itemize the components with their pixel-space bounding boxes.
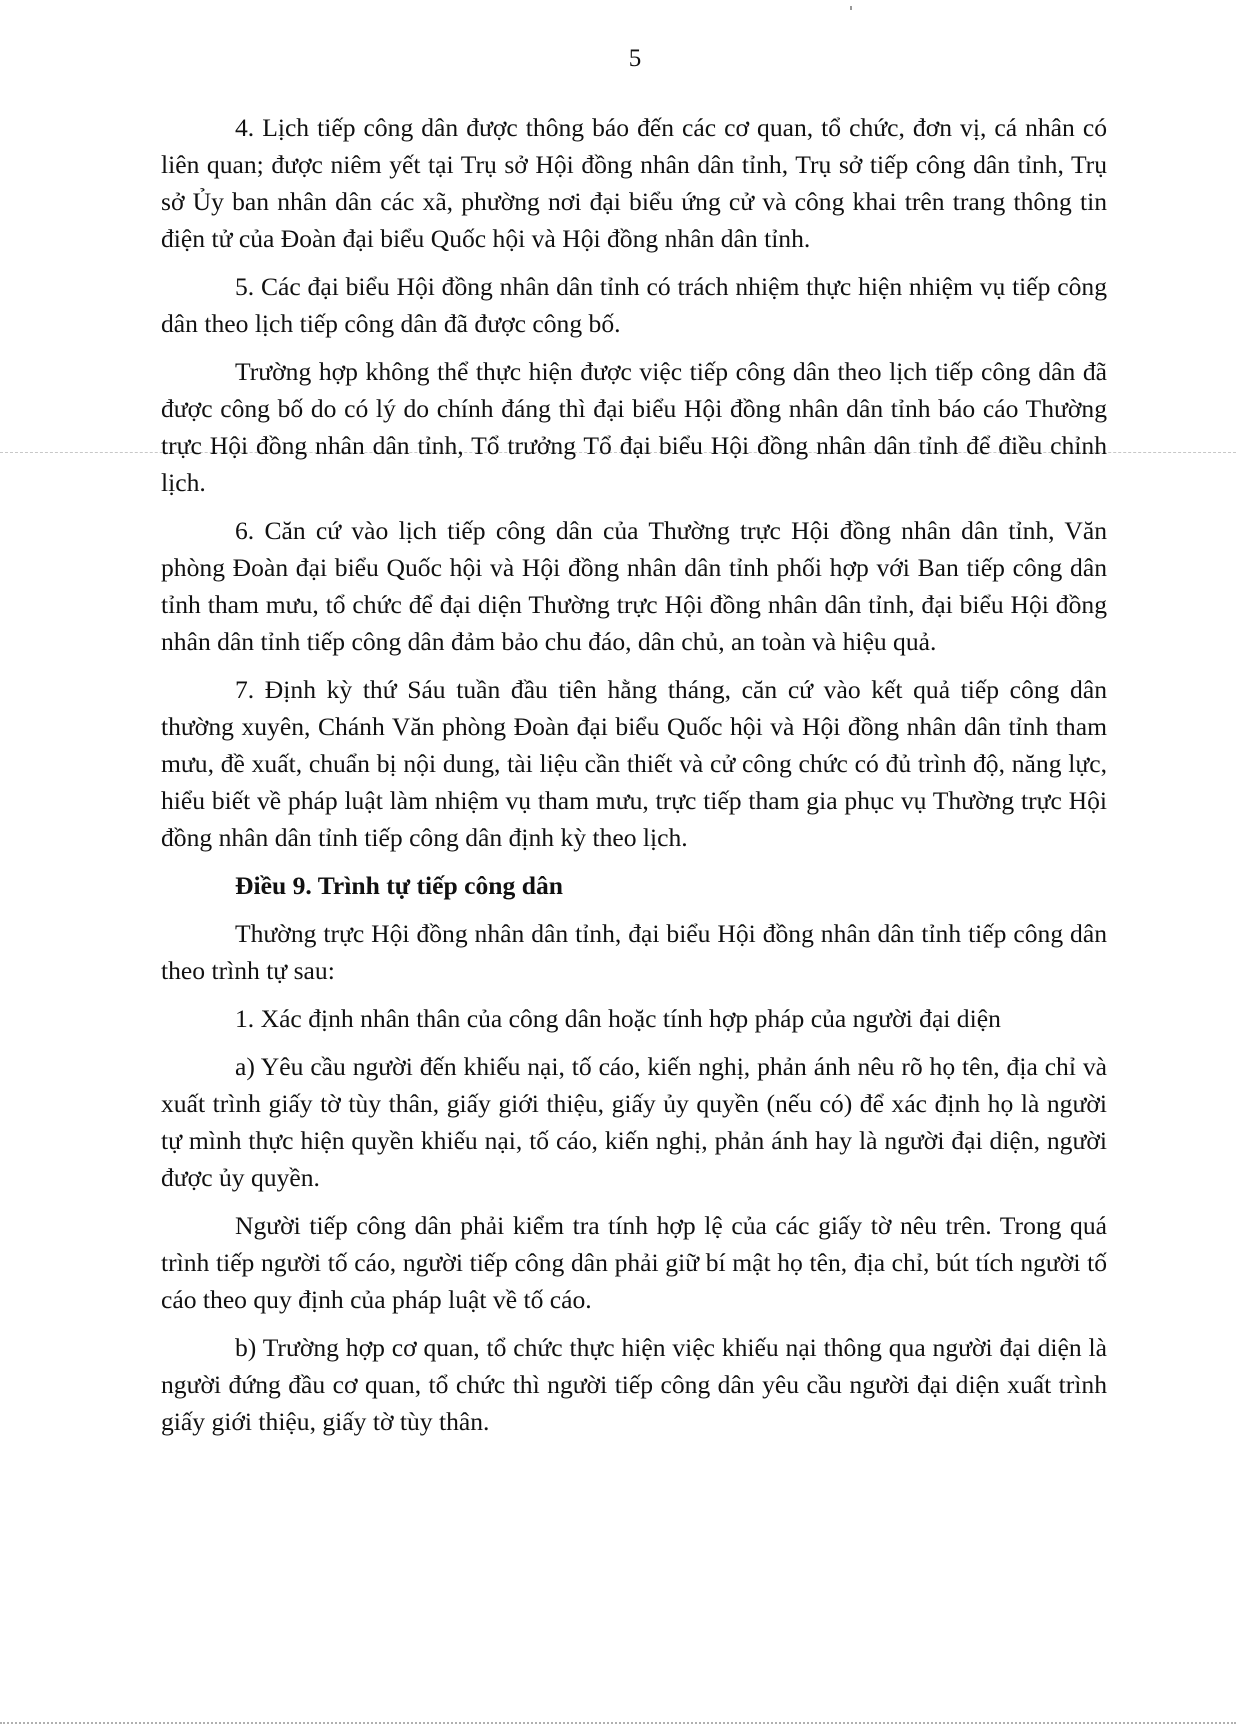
article-9-item-1a-note: Người tiếp công dân phải kiểm tra tính hợp lệ của các giấy tờ nêu trên. Trong quá trình tiếp người tố cáo, người tiếp công dân phải giữ bí mật họ tên, địa chỉ, bút tích người tố cáo theo quy định của pháp luật về tố cáo. xyxy=(161,1211,1107,1314)
paragraph-clause-5: 5. Các đại biểu Hội đồng nhân dân tỉnh có trách nhiệm thực hiện nhiệm vụ tiếp công dân theo lịch tiếp công dân đã được công bố. xyxy=(161,272,1107,338)
scan-artifact-bottom xyxy=(0,1722,1236,1724)
page-number: 5 xyxy=(628,45,642,72)
article-9-item-1b: b) Trường hợp cơ quan, tổ chức thực hiện việc khiếu nại thông qua người đại diện là người đứng đầu cơ quan, tổ chức thì người tiếp công dân yêu cầu người đại diện xuất trình giấy giới thiệu, giấy tờ tùy thân. xyxy=(161,1333,1107,1436)
scan-artifact xyxy=(850,6,852,10)
article-9-intro: Thường trực Hội đồng nhân dân tỉnh, đại biểu Hội đồng nhân dân tỉnh tiếp công dân theo trình tự sau: xyxy=(161,919,1107,985)
document-body xyxy=(161,109,1107,1440)
paragraph-clause-7: 7. Định kỳ thứ Sáu tuần đầu tiên hằng tháng, căn cứ vào kết quả tiếp công dân thường xuyên, Chánh Văn phòng Đoàn đại biểu Quốc hội và Hội đồng nhân dân tỉnh tham mưu, đề xuất, chuẩn bị nội dung, tài liệu cần thiết và cử công chức có đủ trình độ, năng lực, hiểu biết về pháp luật làm nhiệm vụ tham mưu, trực tiếp tham gia phục vụ Thường trực Hội đồng nhân dân tỉnh tiếp công dân định kỳ theo lịch. xyxy=(161,675,1107,852)
paragraph-clause-5-exception: Trường hợp không thể thực hiện được việc tiếp công dân theo lịch tiếp công dân đã được công bố do có lý do chính đáng thì đại biểu Hội đồng nhân dân tỉnh báo cáo Thường trực Hội đồng nhân dân tỉnh, Tổ trưởng Tổ đại biểu Hội đồng nhân dân tỉnh để điều chỉnh lịch. xyxy=(161,357,1107,497)
article-9-item-1a: a) Yêu cầu người đến khiếu nại, tố cáo, kiến nghị, phản ánh nêu rõ họ tên, địa chỉ và xuất trình giấy tờ tùy thân, giấy giới thiệu, giấy ủy quyền (nếu có) để xác định họ là người tự mình thực hiện quyền khiếu nại, tố cáo, kiến nghị, phản ánh hay là người đại diện, người được ủy quyền. xyxy=(161,1052,1107,1192)
article-9-heading: Điều 9. Trình tự tiếp công dân xyxy=(235,871,563,900)
paragraph-clause-4: 4. Lịch tiếp công dân được thông báo đến các cơ quan, tổ chức, đơn vị, cá nhân có liên quan; được niêm yết tại Trụ sở Hội đồng nhân dân tỉnh, Trụ sở tiếp công dân tỉnh, Trụ sở Ủy ban nhân dân các xã, phường nơi đại biểu ứng cử và công khai trên trang thông tin điện tử của Đoàn đại biểu Quốc hội và Hội đồng nhân dân tỉnh. xyxy=(161,113,1107,253)
article-9-item-1: 1. Xác định nhân thân của công dân hoặc tính hợp pháp của người đại diện xyxy=(235,1004,1001,1033)
paragraph-clause-6: 6. Căn cứ vào lịch tiếp công dân của Thường trực Hội đồng nhân dân tỉnh, Văn phòng Đoàn đại biểu Quốc hội và Hội đồng nhân dân tỉnh phối hợp với Ban tiếp công dân tỉnh tham mưu, tổ chức để đại diện Thường trực Hội đồng nhân dân tỉnh, đại biểu Hội đồng nhân dân tỉnh tiếp công dân đảm bảo chu đáo, dân chủ, an toàn và hiệu quả. xyxy=(161,516,1107,656)
